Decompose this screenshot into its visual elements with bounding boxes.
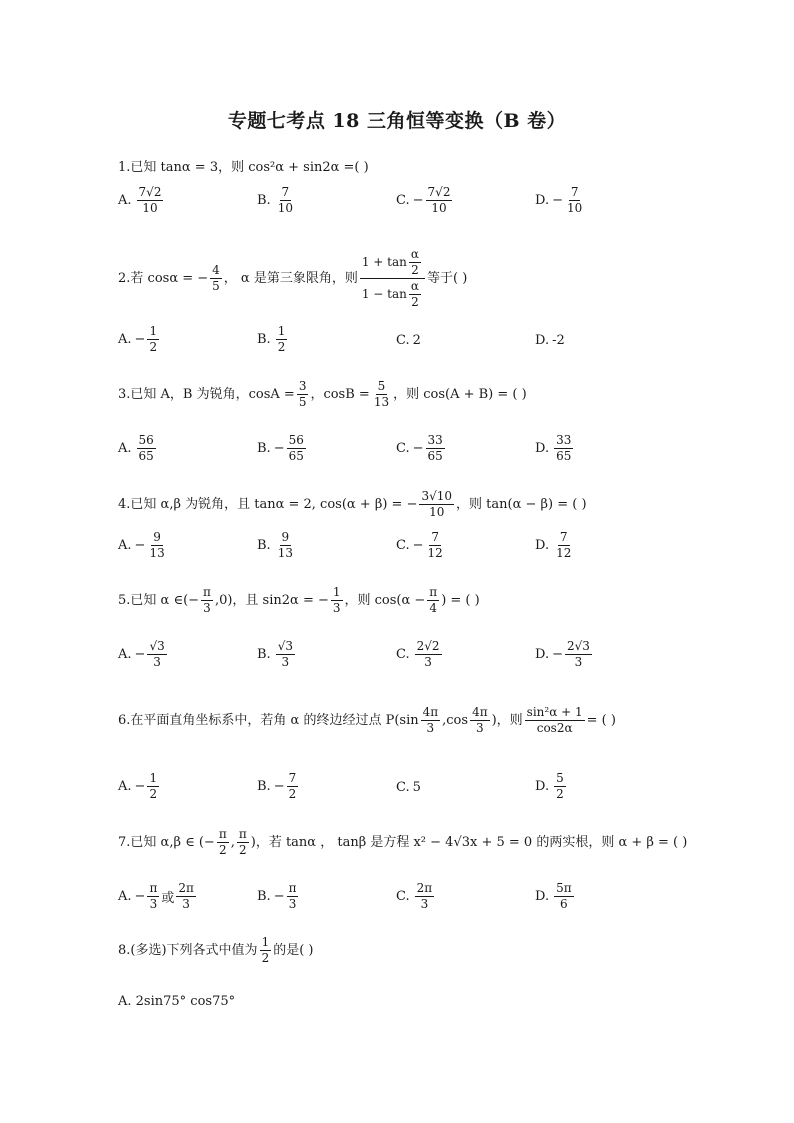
q2-option-b[interactable]: B. $\frac{1}{2}$	[257, 324, 286, 354]
fraction: $\frac{7}{10}$	[277, 185, 293, 215]
q2-option-c[interactable]: C. 2	[396, 333, 421, 348]
question-8-stem: 8.(多选)下列各式中值为 $\frac{1}{2}$ 的是( )	[118, 935, 314, 965]
q5-option-a[interactable]: A. − $\frac{√3}{3}$	[118, 639, 165, 669]
q7-option-b[interactable]: B. − $\frac{\pi}{3}$	[257, 881, 297, 911]
q6-option-d[interactable]: D. $\frac{5}{2}$	[535, 771, 564, 801]
q1-option-b[interactable]: B. $\frac{7}{10}$	[257, 185, 293, 215]
q2-option-d[interactable]: D. -2	[535, 333, 565, 348]
q8-option-a[interactable]: A. 2sin75° cos75°	[118, 994, 236, 1009]
q3-option-b[interactable]: B. − $\frac{56}{65}$	[257, 433, 304, 463]
q4-option-b[interactable]: B. $\frac{9}{13}$	[257, 530, 293, 560]
question-7-stem: 7.已知 α,β ∈ (− $\frac{\pi}{2}$ , $\frac{\pi}{2}$ )，若 tanα ， tanβ 是方程 x² − 4√3x + 5 = 0 的两实根，则 α + β = ( )	[118, 827, 688, 857]
q4-option-a[interactable]: A. − $\frac{9}{13}$	[118, 530, 165, 560]
q3-option-d[interactable]: D. $\frac{33}{65}$	[535, 433, 572, 463]
fraction: $\frac{7√2}{10}$	[427, 185, 451, 215]
q1-option-c[interactable]: C. − $\frac{7√2}{10}$	[396, 185, 451, 215]
question-1-stem: 1.已知 tanα = 3，则 cos²α + sin2α =( )	[118, 160, 369, 175]
question-4-stem: 4.已知 α,β 为锐角，且 tanα = 2, cos(α + β) = − $\frac{3√10}{10}$ ，则 tan(α − β) = ( )	[118, 489, 587, 519]
fraction: $\frac{7√2}{10}$	[138, 185, 162, 215]
q1-option-a[interactable]: A. $\frac{7√2}{10}$	[118, 185, 162, 215]
page-title: 专题七考点 18 三角恒等变换（B 卷）	[227, 110, 567, 132]
q5-option-d[interactable]: D. − $\frac{2√3}{3}$	[535, 639, 590, 669]
question-5-stem: 5.已知 α ∈ (− $\frac{\pi}{3}$ ,0) ，且 sin2α = − $\frac{1}{3}$ ，则 cos(α − $\frac{\pi}{4}$ ) = ( )	[118, 585, 480, 615]
question-3-stem: 3.已知 A，B 为锐角，cosA = $\frac{3}{5}$ ，cosB = $\frac{5}{13}$ ，则 cos(A + B) = ( )	[118, 379, 527, 409]
big-fraction: 1 + tan $\frac{\alpha}{2}$ 1 − tan $\frac{\alpha}{2}$	[360, 248, 425, 309]
question-2-stem: 2.若 cosα = − $\frac{4}{5}$ ， α 是第三象限角，则 1 + tan $\frac{\alpha}{2}$ 1 − tan $\frac{\alpha}{2}$ 等于( )	[118, 247, 468, 309]
question-6-stem: 6.在平面直角坐标系中，若角 α 的终边经过点 P(sin $\frac{4\pi}{3}$ ,cos $\frac{4\pi}{3}$ )，则 $\frac{\text{sin²α + 1}}{\cos 2\alpha}$ = ( )	[118, 705, 616, 735]
q4-option-d[interactable]: D. $\frac{7}{12}$	[535, 530, 572, 560]
q3-option-c[interactable]: C. − $\frac{33}{65}$	[396, 433, 443, 463]
q7-option-d[interactable]: D. $\frac{5\pi}{6}$	[535, 881, 572, 911]
q4-option-c[interactable]: C. − $\frac{7}{12}$	[396, 530, 443, 560]
fraction: $\frac{7}{10}$	[567, 185, 583, 215]
q6-option-b[interactable]: B. − $\frac{7}{2}$	[257, 771, 297, 801]
q5-option-c[interactable]: C. $\frac{2√2}{3}$	[396, 639, 440, 669]
q5-option-b[interactable]: B. $\frac{√3}{3}$	[257, 639, 293, 669]
q2-option-a[interactable]: A. − $\frac{1}{2}$	[118, 324, 158, 354]
q1-option-d[interactable]: D. − $\frac{7}{10}$	[535, 185, 583, 215]
q6-option-c[interactable]: C. 5	[396, 780, 421, 795]
fraction: $\frac{4}{5}$	[212, 263, 220, 293]
q3-option-a[interactable]: A. $\frac{56}{65}$	[118, 433, 154, 463]
q7-option-c[interactable]: C. $\frac{2\pi}{3}$	[396, 881, 433, 911]
q6-option-a[interactable]: A. − $\frac{1}{2}$	[118, 771, 158, 801]
q7-option-a[interactable]: A. − $\frac{\pi}{3}$ 或 $\frac{2\pi}{3}$	[118, 881, 194, 911]
